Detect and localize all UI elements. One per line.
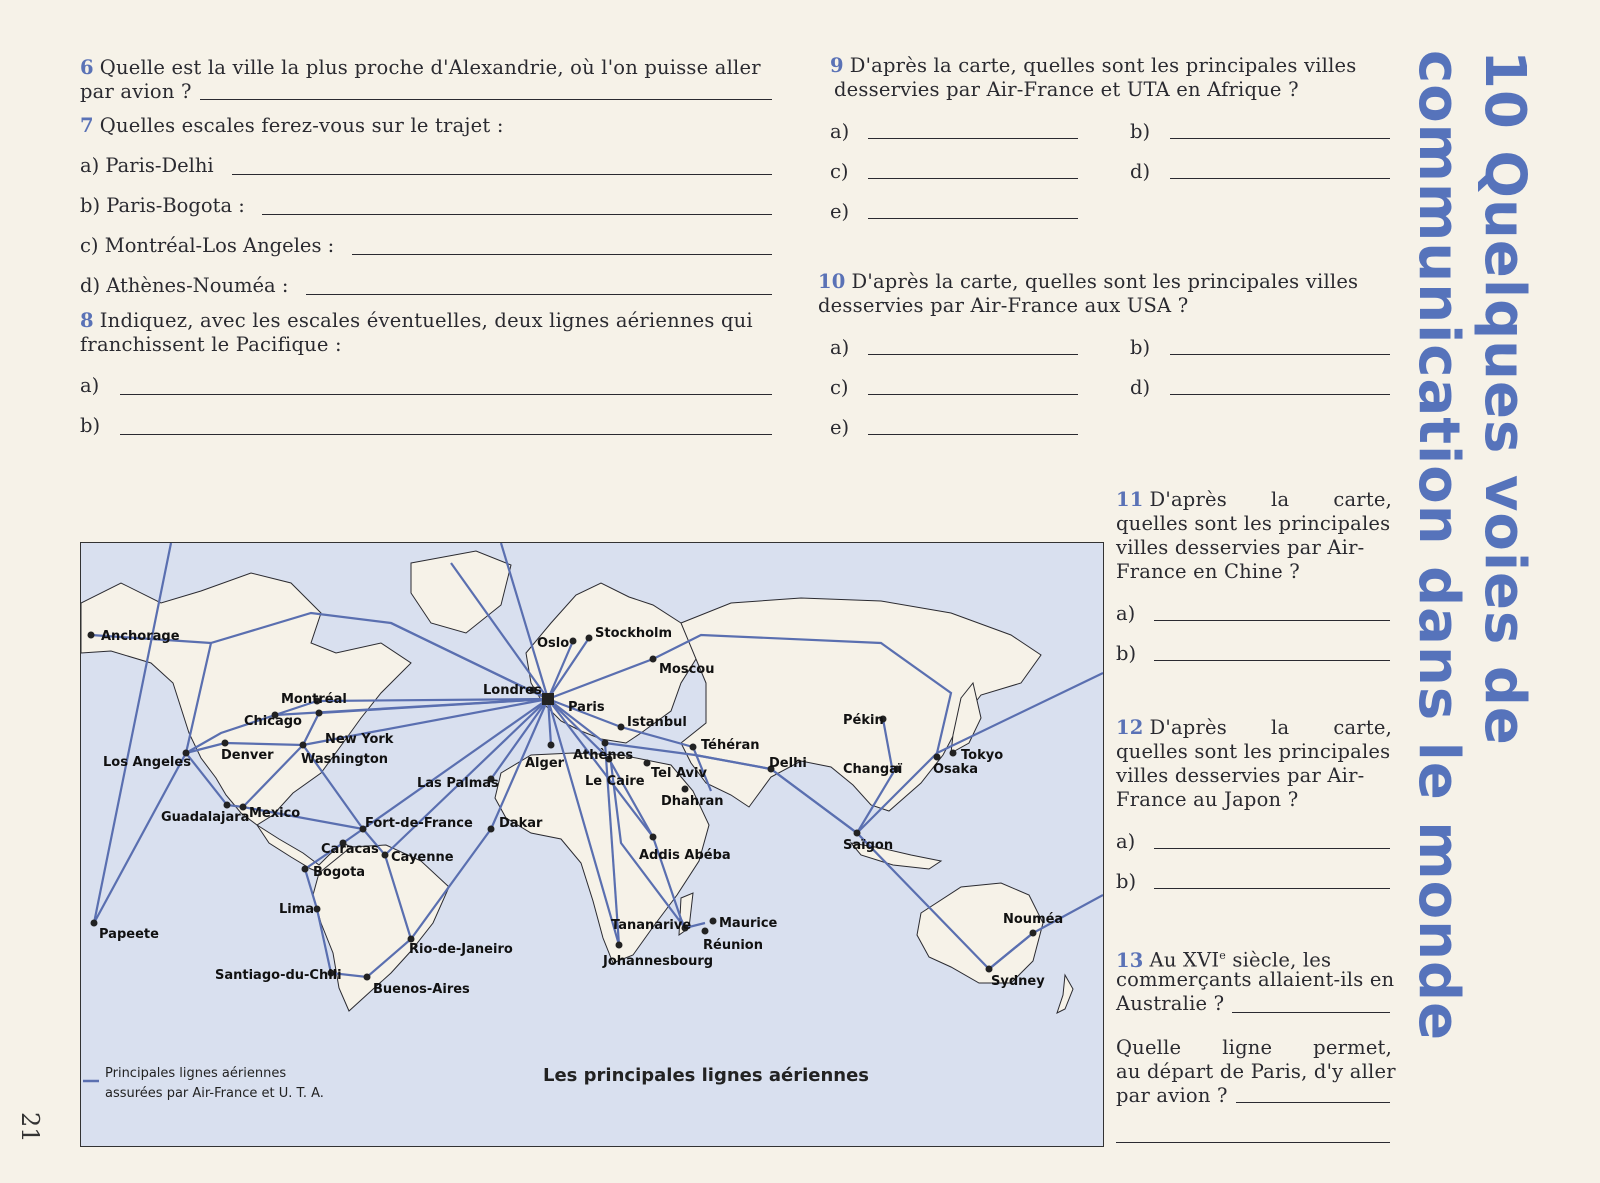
q7-label-b: b) Paris-Bogota :: [80, 194, 245, 217]
denver-marker: [222, 740, 229, 747]
question-text: D'après la carte, quelles sont les principales villes: [849, 54, 1357, 77]
answer-line[interactable]: [868, 178, 1078, 179]
land-masses: [81, 551, 1073, 1013]
chapter-title: [1408, 50, 1548, 1050]
addisabeba-marker: [650, 834, 657, 841]
city-label: Johannesbourg: [603, 954, 714, 969]
athenes-marker: [602, 740, 609, 747]
answer-line[interactable]: [868, 218, 1078, 219]
question-12-line4: France au Japon ?: [1116, 788, 1299, 811]
land-new-zealand: [1057, 975, 1073, 1013]
city-label: Delhi: [769, 756, 807, 771]
question-number: 12: [1116, 716, 1144, 739]
answer-line[interactable]: [306, 294, 772, 295]
q8-label-b: b): [80, 414, 101, 437]
city-label: Le Caire: [585, 774, 645, 789]
oslo-marker: [570, 638, 577, 645]
question-number: 9: [830, 54, 844, 77]
city-label: Alger: [525, 756, 565, 771]
question-9: [830, 54, 1392, 78]
city-label: Guadalajara: [161, 810, 250, 825]
answer-line[interactable]: [1170, 394, 1390, 395]
superscript: e: [1219, 949, 1226, 962]
johannesbourg-marker: [616, 942, 623, 949]
land-australia: [917, 883, 1043, 983]
question-text: D'après la carte,: [1149, 488, 1392, 511]
sydney-marker: [986, 966, 993, 973]
question-11-line3: villes desservies par Air-: [1116, 536, 1365, 559]
cayenne-marker: [382, 852, 389, 859]
question-text: Quelle est la ville la plus proche d'Alexandrie, où l'on puisse aller: [99, 56, 761, 79]
legend-line1: Principales lignes aériennes: [105, 1066, 287, 1081]
answer-line[interactable]: [868, 354, 1078, 355]
anchorage-marker: [88, 632, 95, 639]
city-label: Athènes: [573, 748, 634, 763]
saigon-marker: [854, 830, 861, 837]
answer-line[interactable]: [120, 394, 772, 395]
question-text: D'après la carte, quelles sont les principales villes: [851, 270, 1359, 293]
question-10: [818, 270, 1392, 294]
answer-line[interactable]: [1154, 660, 1390, 661]
question-number: 13: [1116, 948, 1144, 972]
city-label: Dakar: [499, 816, 543, 831]
city-label: Fort-de-France: [365, 816, 473, 831]
city-label: Osaka: [933, 762, 978, 777]
city-label: Téhéran: [701, 738, 760, 753]
city-label: Washington: [301, 752, 389, 767]
q10-label-a: a): [830, 336, 850, 359]
q12-label-a: a): [1116, 830, 1136, 853]
city-label: Saïgon: [843, 838, 894, 853]
tokyo-marker: [950, 750, 957, 757]
city-label: Anchorage: [101, 629, 180, 644]
world-air-routes-map: [80, 542, 1104, 1147]
city-label: Bogota: [313, 865, 366, 880]
city-label: Montréal: [281, 692, 347, 707]
q10-label-e: e): [830, 416, 850, 439]
answer-line[interactable]: [232, 174, 772, 175]
chapter-title-line1: 10 Quelques voies de: [1472, 50, 1537, 746]
q11-label-b: b): [1116, 642, 1137, 665]
city-label: Istanbul: [627, 715, 687, 730]
osaka-marker: [934, 754, 941, 761]
teheran-marker: [690, 744, 697, 751]
question-8-text2: franchissent le Pacifique :: [80, 333, 342, 356]
city-label: Tokyo: [961, 748, 1004, 763]
question-text-cont: siècle, les: [1225, 948, 1332, 972]
question-text: Quelles escales ferez-vous sur le trajet :: [99, 114, 504, 137]
question-number: 6: [80, 56, 94, 79]
answer-line[interactable]: [868, 138, 1078, 139]
question-number: 11: [1116, 488, 1144, 511]
city-label: Tel Aviv: [651, 766, 707, 781]
answer-line[interactable]: [200, 99, 772, 100]
city-label: Los Angeles: [103, 755, 191, 770]
city-label: Tananarive: [611, 918, 692, 933]
reunion-marker: [702, 928, 709, 935]
answer-line[interactable]: [1170, 354, 1390, 355]
answer-line[interactable]: [1232, 1012, 1390, 1013]
question-8: [80, 309, 772, 333]
city-label: Dhahran: [661, 794, 724, 809]
city-label: Cayenne: [391, 850, 454, 865]
city-label: Mexico: [249, 806, 301, 821]
chapter-title-line2: communication dans le monde: [1406, 50, 1471, 1042]
maurice-marker: [710, 918, 717, 925]
city-label: Stockholm: [595, 626, 673, 641]
answer-line[interactable]: [1154, 620, 1390, 621]
answer-line[interactable]: [120, 434, 772, 435]
q9-label-a: a): [830, 120, 850, 143]
city-label: Chicago: [244, 714, 302, 729]
city-label: Maurice: [719, 916, 778, 931]
dakar-marker: [488, 826, 495, 833]
dhahran-marker: [682, 786, 689, 793]
city-label: Papeete: [99, 927, 159, 942]
city-label: Denver: [221, 748, 274, 763]
city-label: Nouméa: [1003, 912, 1064, 927]
answer-line[interactable]: [1170, 138, 1390, 139]
question-13-line6: par avion ?: [1116, 1084, 1228, 1107]
route-paris-north: [501, 543, 548, 699]
question-12-line2: quelles sont les principales: [1116, 740, 1391, 763]
question-11: [1116, 488, 1392, 512]
q8-label-a: a): [80, 374, 100, 397]
city-label: Pékin: [843, 713, 884, 728]
question-text: D'après la carte,: [1149, 716, 1392, 739]
page-number: 21: [16, 1112, 44, 1143]
answer-line[interactable]: [1170, 178, 1390, 179]
map-legend: [83, 1066, 324, 1101]
noumea-marker: [1030, 930, 1037, 937]
q10-label-d: d): [1130, 376, 1151, 399]
answer-line[interactable]: [352, 254, 772, 255]
question-number: 7: [80, 114, 94, 137]
paris-hub-marker: [542, 693, 554, 705]
answer-line[interactable]: [868, 394, 1078, 395]
land-asia: [681, 598, 1041, 811]
lima-marker: [314, 906, 321, 913]
answer-line[interactable]: [1236, 1102, 1390, 1103]
map-svg: [81, 543, 1103, 1146]
city-label: Londres: [483, 683, 542, 698]
question-number: 10: [818, 270, 846, 293]
land-north-america: [81, 573, 411, 825]
question-12-line3: villes desservies par Air-: [1116, 764, 1365, 787]
city-label: Addis Abéba: [639, 848, 731, 863]
q10-label-b: b): [1130, 336, 1151, 359]
question-7: [80, 114, 504, 138]
question-text: Au XVI: [1149, 948, 1220, 972]
question-11-line4: France en Chine ?: [1116, 560, 1300, 583]
stockholm-marker: [586, 635, 593, 642]
city-label: Moscou: [659, 662, 715, 677]
question-12: [1116, 716, 1392, 740]
question-13-line2: commerçants allaient-ils en: [1116, 968, 1395, 991]
question-10-text2: desservies par Air-France aux USA ?: [818, 294, 1189, 317]
papeete-marker: [91, 920, 98, 927]
q9-label-e: e): [830, 200, 850, 223]
legend-line2: assurées par Air-France et U. T. A.: [105, 1086, 324, 1101]
answer-line[interactable]: [1154, 848, 1390, 849]
alger-marker: [548, 742, 555, 749]
q9-label-b: b): [1130, 120, 1151, 143]
moscou-marker: [650, 656, 657, 663]
answer-line[interactable]: [1116, 1142, 1390, 1143]
city-label: Changaï: [843, 762, 903, 777]
answer-line[interactable]: [868, 434, 1078, 435]
q7-label-c: c) Montréal-Los Angeles :: [80, 234, 335, 257]
q12-label-b: b): [1116, 870, 1137, 893]
city-label: Paris: [568, 700, 605, 715]
newyork-marker: [316, 710, 323, 717]
city-label: New York: [325, 732, 394, 747]
question-13-line4: Quelle ligne permet,: [1116, 1036, 1392, 1059]
q9-label-c: c): [830, 160, 849, 183]
q10-label-c: c): [830, 376, 849, 399]
q7-label-d: d) Athènes-Nouméa :: [80, 274, 289, 297]
q7-label-a: a) Paris-Delhi: [80, 154, 214, 177]
city-label: Réunion: [703, 938, 763, 953]
route-papeete-losangeles: [94, 753, 186, 923]
question-6-text2: par avion ?: [80, 80, 192, 103]
question-text: Indiquez, avec les escales éventuelles, deux lignes aériennes qui: [99, 309, 753, 332]
buenosaires-marker: [364, 974, 371, 981]
question-9-text2: desservies par Air-France et UTA en Afrique ?: [834, 78, 1299, 101]
istanbul-marker: [618, 724, 625, 731]
city-label: Lima: [279, 902, 315, 917]
question-11-line2: quelles sont les principales: [1116, 512, 1391, 535]
land-greenland: [411, 551, 511, 633]
question-number: 8: [80, 309, 94, 332]
answer-line[interactable]: [262, 214, 772, 215]
q9-label-d: d): [1130, 160, 1151, 183]
city-label: Las Palmas: [417, 776, 499, 791]
question-13-line5: au départ de Paris, d'y aller: [1116, 1060, 1396, 1083]
answer-line[interactable]: [1154, 888, 1390, 889]
washington-marker: [300, 742, 307, 749]
map-title: Les principales lignes aériennes: [543, 1065, 870, 1086]
city-label: Sydney: [991, 974, 1045, 989]
city-label: Buenos-Aires: [373, 982, 470, 997]
guadalajara-marker: [224, 802, 231, 809]
telaviv-marker: [644, 760, 651, 767]
city-label: Rio-de-Janeiro: [409, 942, 513, 957]
question-13-line3: Australie ?: [1116, 992, 1225, 1015]
question-6: [80, 56, 770, 80]
city-label: Caracas: [321, 842, 379, 857]
city-label: Santiago-du-Chili: [215, 968, 342, 983]
city-label: Oslo: [537, 636, 570, 651]
bogota-marker: [302, 866, 309, 873]
q11-label-a: a): [1116, 602, 1136, 625]
